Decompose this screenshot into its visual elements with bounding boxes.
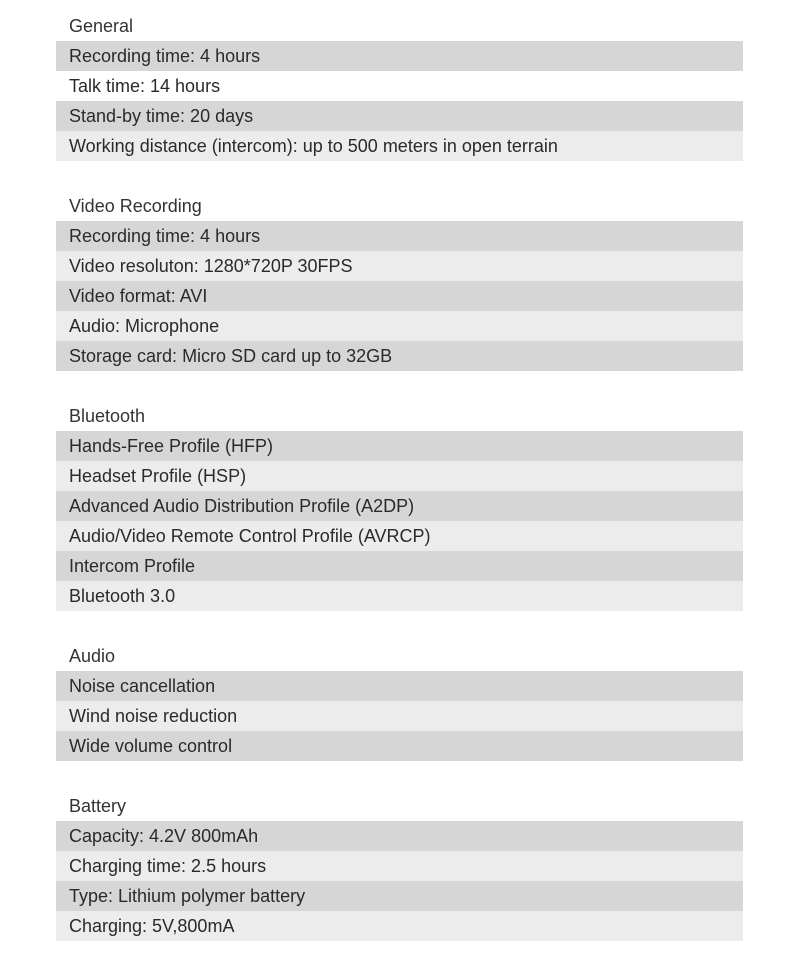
spec-sheet xyxy=(56,11,743,971)
spec-section xyxy=(56,191,743,371)
spec-row: Wind noise reduction xyxy=(56,701,743,731)
section-title: Video Recording xyxy=(56,191,743,221)
spec-row: Working distance (intercom): up to 500 meters in open terrain xyxy=(56,131,743,161)
section-title: Audio xyxy=(56,641,743,671)
spec-row: Talk time: 14 hours xyxy=(56,71,743,101)
spec-row: Video format: AVI xyxy=(56,281,743,311)
section-title: Battery xyxy=(56,791,743,821)
spec-row: Noise cancellation xyxy=(56,671,743,701)
spec-row: Stand-by time: 20 days xyxy=(56,101,743,131)
spec-row: Capacity: 4.2V 800mAh xyxy=(56,821,743,851)
spec-row: Audio: Microphone xyxy=(56,311,743,341)
spec-section xyxy=(56,791,743,941)
section-title: General xyxy=(56,11,743,41)
spec-row: Storage card: Micro SD card up to 32GB xyxy=(56,341,743,371)
spec-row: Headset Profile (HSP) xyxy=(56,461,743,491)
spec-section xyxy=(56,641,743,761)
spec-row: Video resoluton: 1280*720P 30FPS xyxy=(56,251,743,281)
spec-row: Hands-Free Profile (HFP) xyxy=(56,431,743,461)
spec-row: Charging time: 2.5 hours xyxy=(56,851,743,881)
spec-section xyxy=(56,401,743,611)
spec-row: Wide volume control xyxy=(56,731,743,761)
spec-row: Type: Lithium polymer battery xyxy=(56,881,743,911)
spec-section xyxy=(56,11,743,161)
spec-row: Recording time: 4 hours xyxy=(56,221,743,251)
spec-row: Charging: 5V,800mA xyxy=(56,911,743,941)
spec-row: Audio/Video Remote Control Profile (AVRCP) xyxy=(56,521,743,551)
spec-row: Bluetooth 3.0 xyxy=(56,581,743,611)
section-title: Bluetooth xyxy=(56,401,743,431)
spec-row: Recording time: 4 hours xyxy=(56,41,743,71)
spec-row: Advanced Audio Distribution Profile (A2DP) xyxy=(56,491,743,521)
spec-row: Intercom Profile xyxy=(56,551,743,581)
